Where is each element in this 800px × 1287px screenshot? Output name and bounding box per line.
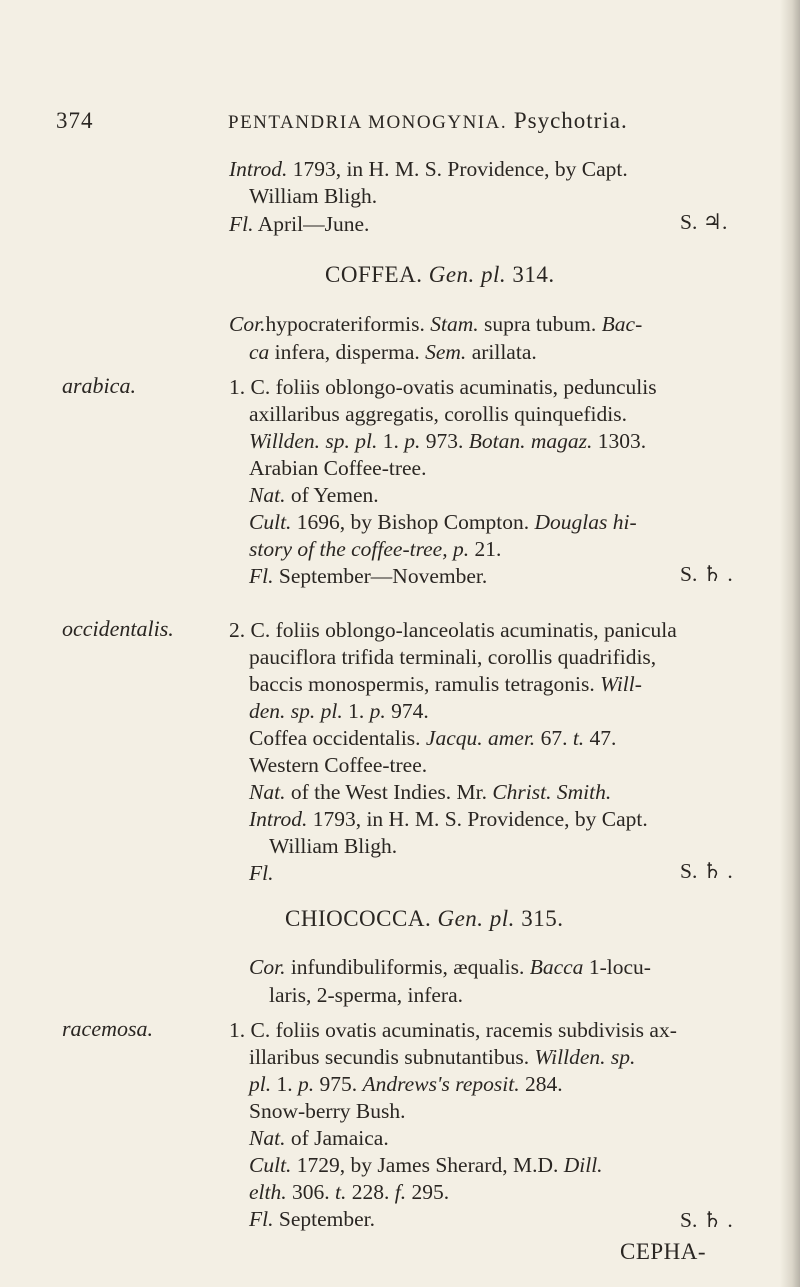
fl-label: Fl. — [249, 861, 274, 885]
arabica-line-4: Arabian Coffee-tree. — [249, 456, 427, 480]
cult-text: 1696, by Bishop Compton. — [296, 510, 530, 534]
gen-num: 314. — [512, 262, 555, 287]
racemosa-line-6 — [249, 1151, 603, 1179]
ref-f: f. — [394, 1180, 407, 1204]
occidentalis-line-8 — [249, 805, 648, 833]
ref-p: p. — [404, 429, 421, 453]
arabica-symbol: S. ♄ . — [680, 562, 733, 586]
ref-douglas: Douglas hi- — [534, 510, 637, 534]
arabica-line-7 — [249, 535, 501, 563]
arabica-line-5 — [249, 481, 379, 509]
arabica-line-6 — [249, 508, 637, 536]
ref-dill: Dill. — [563, 1153, 603, 1177]
racemosa-line-3 — [249, 1070, 563, 1098]
ref-willden: Will- — [600, 672, 642, 696]
running-head-caps: PENTANDRIA MONOGYNIA. — [228, 112, 508, 133]
arabica-line-3 — [249, 427, 646, 455]
introd-label: Introd. — [229, 157, 288, 181]
ref-p: p. — [452, 537, 470, 561]
introd-text: 1793, in H. M. S. Providence, by Capt. — [312, 807, 648, 831]
char-cor: Cor. — [229, 312, 266, 336]
occidentalis-symbol: S. ♄ . — [680, 859, 733, 883]
page-number: 374 — [56, 108, 94, 133]
occidentalis-line-4 — [249, 697, 429, 725]
char-stam-text: supra tubum. — [483, 312, 597, 336]
nat-label: Nat. — [249, 483, 286, 507]
racemosa-line-8 — [249, 1205, 375, 1233]
running-head-genus: Psychotria. — [513, 108, 628, 133]
char-sem-text: arillata. — [471, 340, 537, 364]
ref-willden: Willden. sp. — [534, 1045, 636, 1069]
fl-label: Fl. — [249, 1207, 274, 1231]
ref-andrews: Andrews's reposit. — [362, 1072, 520, 1096]
ref-page: 306. — [292, 1180, 330, 1204]
ref-pl: pl. — [249, 1072, 272, 1096]
introd-label: Introd. — [249, 807, 308, 831]
char-bacca-end: ca — [249, 340, 270, 364]
ref-page: 21. — [474, 537, 502, 561]
fl-text: September—November. — [278, 564, 488, 588]
char-stam: Stam. — [430, 312, 479, 336]
char-cor: Cor. — [249, 955, 286, 979]
desc-text: baccis monospermis, ramulis tetragonis. — [249, 672, 595, 696]
occidentalis-line-1: 2. C. foliis oblongo-lanceolatis acuminatis, panicula — [229, 618, 677, 642]
ref-t: t. — [335, 1180, 347, 1204]
ref-elth: elth. — [249, 1180, 287, 1204]
catchword: CEPHA- — [620, 1239, 707, 1264]
ref-plate: 47. — [589, 726, 617, 750]
genus-heading-coffea — [325, 262, 555, 288]
cult-label: Cult. — [249, 1153, 292, 1177]
char-bacca-text: infera, disperma. — [274, 340, 420, 364]
genus-heading-chiococca — [285, 906, 563, 932]
ref-t: t. — [572, 726, 585, 750]
occidentalis-line-5 — [249, 724, 616, 752]
person-name: Christ. Smith. — [492, 780, 612, 804]
fl-text: April—June. — [257, 212, 370, 236]
racemosa-line-4: Snow-berry Bush. — [249, 1099, 406, 1123]
nat-label: Nat. — [249, 780, 286, 804]
synonym: Coffea occidentalis. — [249, 726, 421, 750]
intro-line-2: William Bligh. — [249, 184, 378, 208]
chiococca-character-line-2: laris, 2-sperma, infera. — [269, 983, 464, 1007]
racemosa-line-1: 1. C. foliis ovatis acuminatis, racemis subdivisis ax- — [229, 1018, 677, 1042]
occidentalis-line-3 — [249, 670, 642, 698]
ref-botan: Botan. magaz. — [468, 429, 593, 453]
char-bacca-text: 1-locu- — [588, 955, 651, 979]
ref-page: 974. — [391, 699, 429, 723]
gen-num: 315. — [521, 906, 564, 931]
occidentalis-line-9: William Bligh. — [269, 834, 398, 858]
coffea-character-line-2 — [249, 338, 537, 366]
fl-label: Fl. — [229, 212, 254, 236]
nat-label: Nat. — [249, 1126, 286, 1150]
ref-p: p. — [297, 1072, 315, 1096]
running-head — [228, 108, 628, 134]
ref-page: 975. — [319, 1072, 358, 1096]
racemosa-line-5 — [249, 1124, 389, 1152]
occidentalis-line-7 — [249, 778, 611, 806]
occidentalis-line-6: Western Coffee-tree. — [249, 753, 428, 777]
running-header — [56, 108, 736, 142]
occidentalis-line-2: pauciflora trifida terminali, corollis quadrifidis, — [249, 645, 657, 669]
char-cor-text: infundibuliformis, æqualis. — [290, 955, 525, 979]
ref-jacqu: Jacqu. amer. — [425, 726, 536, 750]
nat-text: of the West Indies. Mr. — [290, 780, 487, 804]
ref-page: 973. — [425, 429, 464, 453]
introd-text: 1793, in H. M. S. Providence, by Capt. — [292, 157, 628, 181]
ref-botan-num: 1303. — [597, 429, 647, 453]
intro-symbol: S. ♃. — [680, 210, 728, 234]
page-edge-shadow — [780, 0, 800, 1287]
fl-label: Fl. — [249, 564, 274, 588]
margin-species-racemosa: racemosa. — [62, 1016, 154, 1041]
arabica-line-1: 1. C. foliis oblongo-ovatis acuminatis, pedunculis — [229, 375, 657, 399]
ref-p: p. — [369, 699, 386, 723]
intro-line-1 — [229, 155, 628, 183]
ref-willden-end: den. sp. pl. — [249, 699, 343, 723]
char-sem: Sem. — [425, 340, 467, 364]
arabica-line-2: axillaribus aggregatis, corollis quinquefidis. — [249, 402, 627, 426]
genus-name: CHIOCOCCA. — [285, 906, 432, 931]
cult-text: 1729, by James Sherard, M.D. — [296, 1153, 559, 1177]
arabica-line-8 — [249, 562, 487, 590]
ref-plate: 228. — [351, 1180, 390, 1204]
racemosa-line-2 — [249, 1043, 635, 1071]
gen-ref: Gen. pl. — [428, 262, 507, 287]
margin-species-occidentalis: occidentalis. — [62, 616, 174, 641]
ref-douglas-title: story of the coffee-tree, — [249, 537, 448, 561]
nat-text: of Yemen. — [290, 483, 379, 507]
gen-ref: Gen. pl. — [437, 906, 515, 931]
ref-fig: 295. — [411, 1180, 450, 1204]
cult-label: Cult. — [249, 510, 292, 534]
char-bacca: Bac- — [601, 312, 643, 336]
chiococca-character-line-1 — [249, 953, 651, 981]
ref-page: 67. — [540, 726, 568, 750]
coffea-character-line-1 — [229, 310, 642, 338]
nat-text: of Jamaica. — [290, 1126, 389, 1150]
genus-name: COFFEA. — [325, 262, 423, 287]
fl-text: September. — [278, 1207, 375, 1231]
char-cor-text: hypocrateriformis. — [265, 312, 425, 336]
ref-andrews-num: 284. — [524, 1072, 563, 1096]
desc-text: illaribus secundis subnutantibus. — [249, 1045, 530, 1069]
ref-willden: Willden. sp. pl. — [249, 429, 378, 453]
char-bacca: Bacca — [529, 955, 584, 979]
racemosa-line-7 — [249, 1178, 449, 1206]
ref-vol: 1. — [382, 429, 399, 453]
racemosa-symbol: S. ♄ . — [680, 1208, 733, 1232]
intro-line-3 — [229, 210, 369, 238]
ref-vol: 1. — [276, 1072, 293, 1096]
ref-vol: 1. — [348, 699, 365, 723]
occidentalis-line-10 — [249, 859, 273, 887]
margin-species-arabica: arabica. — [62, 373, 136, 398]
